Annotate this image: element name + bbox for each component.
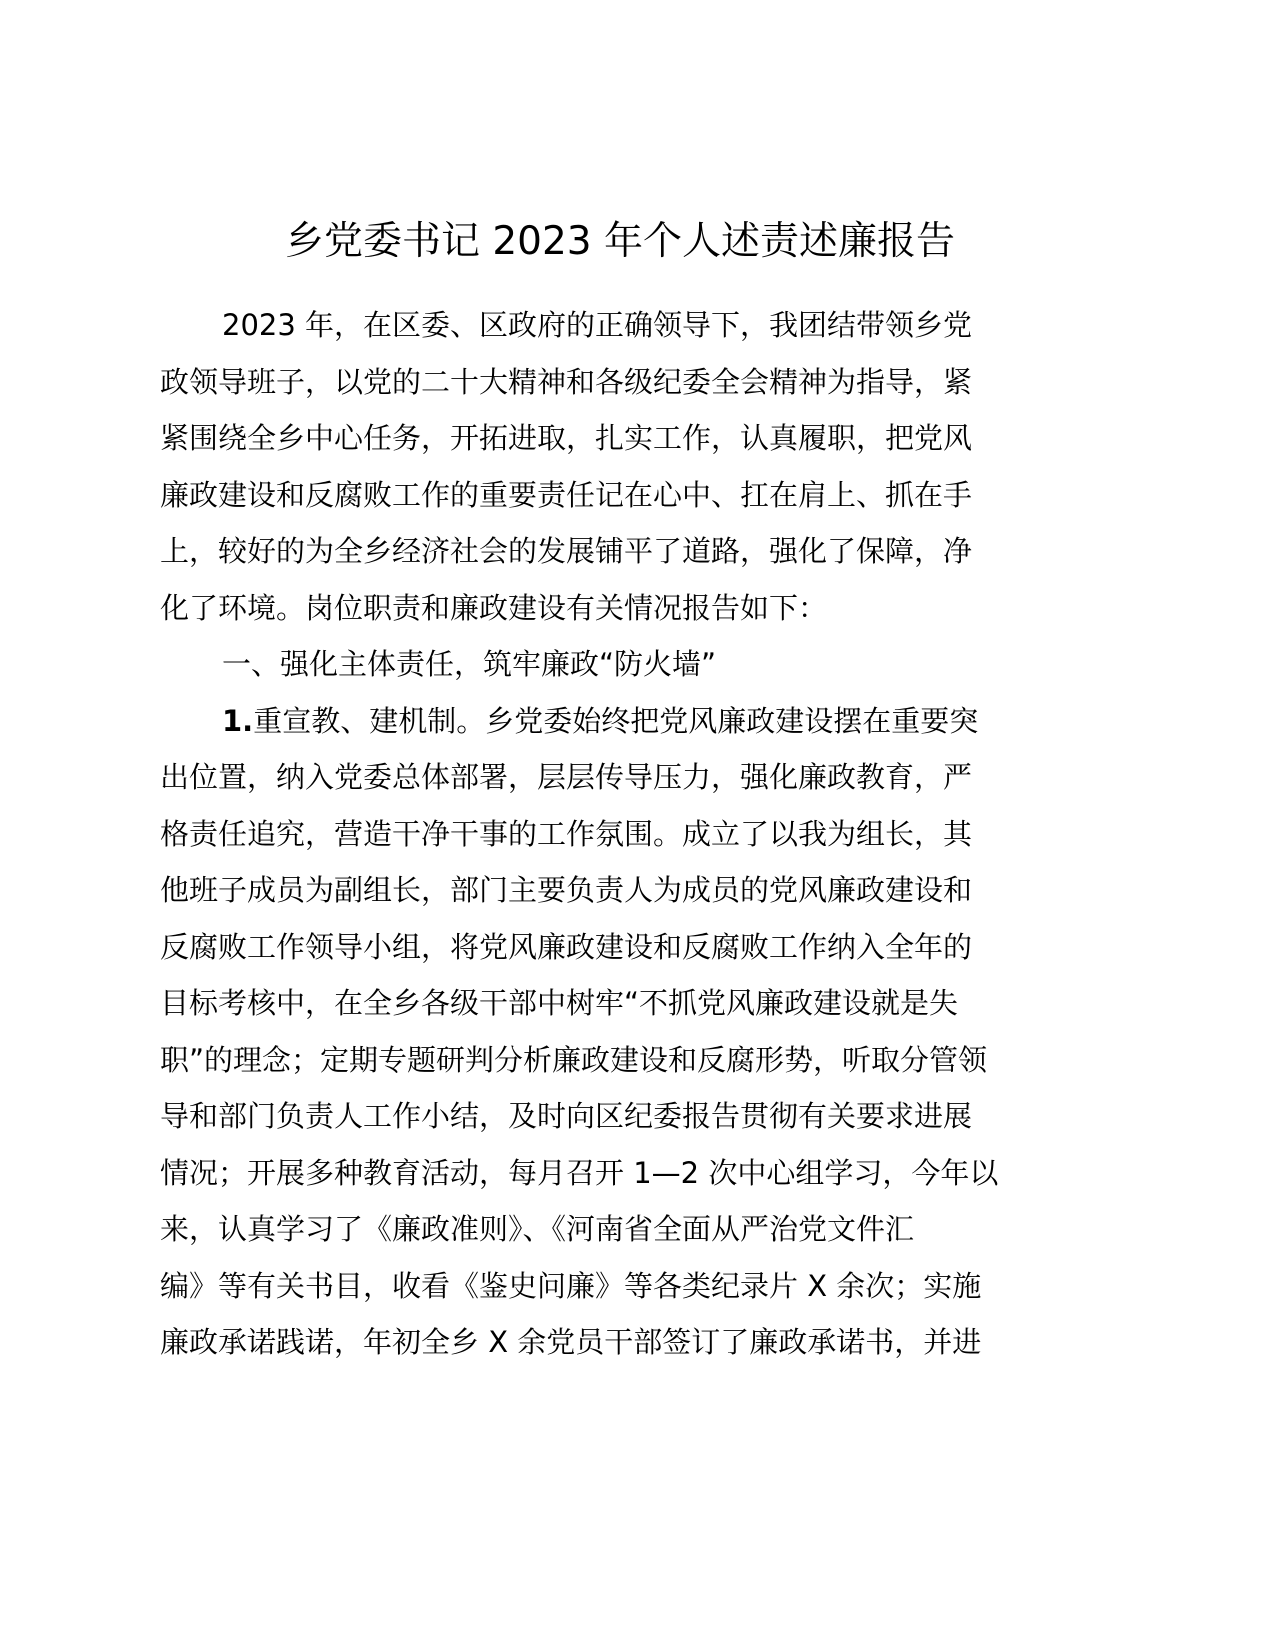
paragraph-line: 紧围绕全乡中心任务，开拓进取，扎实工作，认真履职，把党风 (160, 421, 973, 455)
paragraph-line: 廉政承诺践诺，年初全乡 X 余党员干部签订了廉政承诺书，并进 (160, 1325, 982, 1359)
paragraph-line: 编》等有关书目，收看《鉴史问廉》等各类纪录片 X 余次；实施 (160, 1268, 982, 1303)
paragraph-line: 出位置，纳入党委总体部署，层层传导压力，强化廉政教育，严 (160, 760, 973, 794)
paragraph-line: 化了环境。岗位职责和廉政建设有关情况报告如下： (160, 590, 828, 625)
paragraph-line: 廉政建设和反腐败工作的重要责任记在心中、扛在肩上、抓在手 (160, 477, 973, 512)
paragraph-line: 反腐败工作领导小组，将党风廉政建设和反腐败工作纳入全年的 (160, 929, 973, 964)
paragraph-line: 导和部门负责人工作小结，及时向区纪委报告贯彻有关要求进展 (160, 1099, 973, 1133)
paragraph-line: 上，较好的为全乡经济社会的发展铺平了道路，强化了保障，净 (160, 534, 973, 568)
paragraph-line: 2023 年，在区委、区政府的正确领导下，我团结带领乡党 (222, 308, 973, 342)
paragraph-line: 来，认真学习了《廉政准则》、《河南省全面从严治党文件汇 (160, 1212, 915, 1246)
paragraph-line: 职”的理念；定期专题研判分析廉政建设和反腐形势，听取分管领 (160, 1042, 988, 1077)
item-text: 乡党委始终把党风廉政建设摆在重要突 (485, 703, 979, 738)
paragraph-line: 格责任追究，营造干净干事的工作氛围。成立了以我为组长，其 (160, 816, 973, 851)
item-first-line (160, 693, 1080, 750)
document-body (160, 297, 1080, 1371)
paragraph-line: 政领导班子，以党的二十大精神和各级纪委全会精神为指导，紧 (160, 364, 973, 399)
document-title: 乡党委书记 2023 年个人述责述廉报告 (284, 219, 956, 264)
paragraph-line: 情况；开展多种教育活动，每月召开 1—2 次中心组学习，今年以 (160, 1155, 999, 1190)
paragraph-line: 他班子成员为副组长，部门主要负责人为成员的党风廉政建设和 (160, 873, 973, 907)
paragraph-line: 目标考核中，在全乡各级干部中树牢“不抓党风廉政建设就是失 (160, 986, 959, 1020)
section-heading: 一、强化主体责任，筑牢廉政“防火墙” (222, 647, 717, 681)
item-number: 1. (222, 703, 254, 738)
item-subtitle: 重宣教、建机制。 (253, 703, 486, 738)
